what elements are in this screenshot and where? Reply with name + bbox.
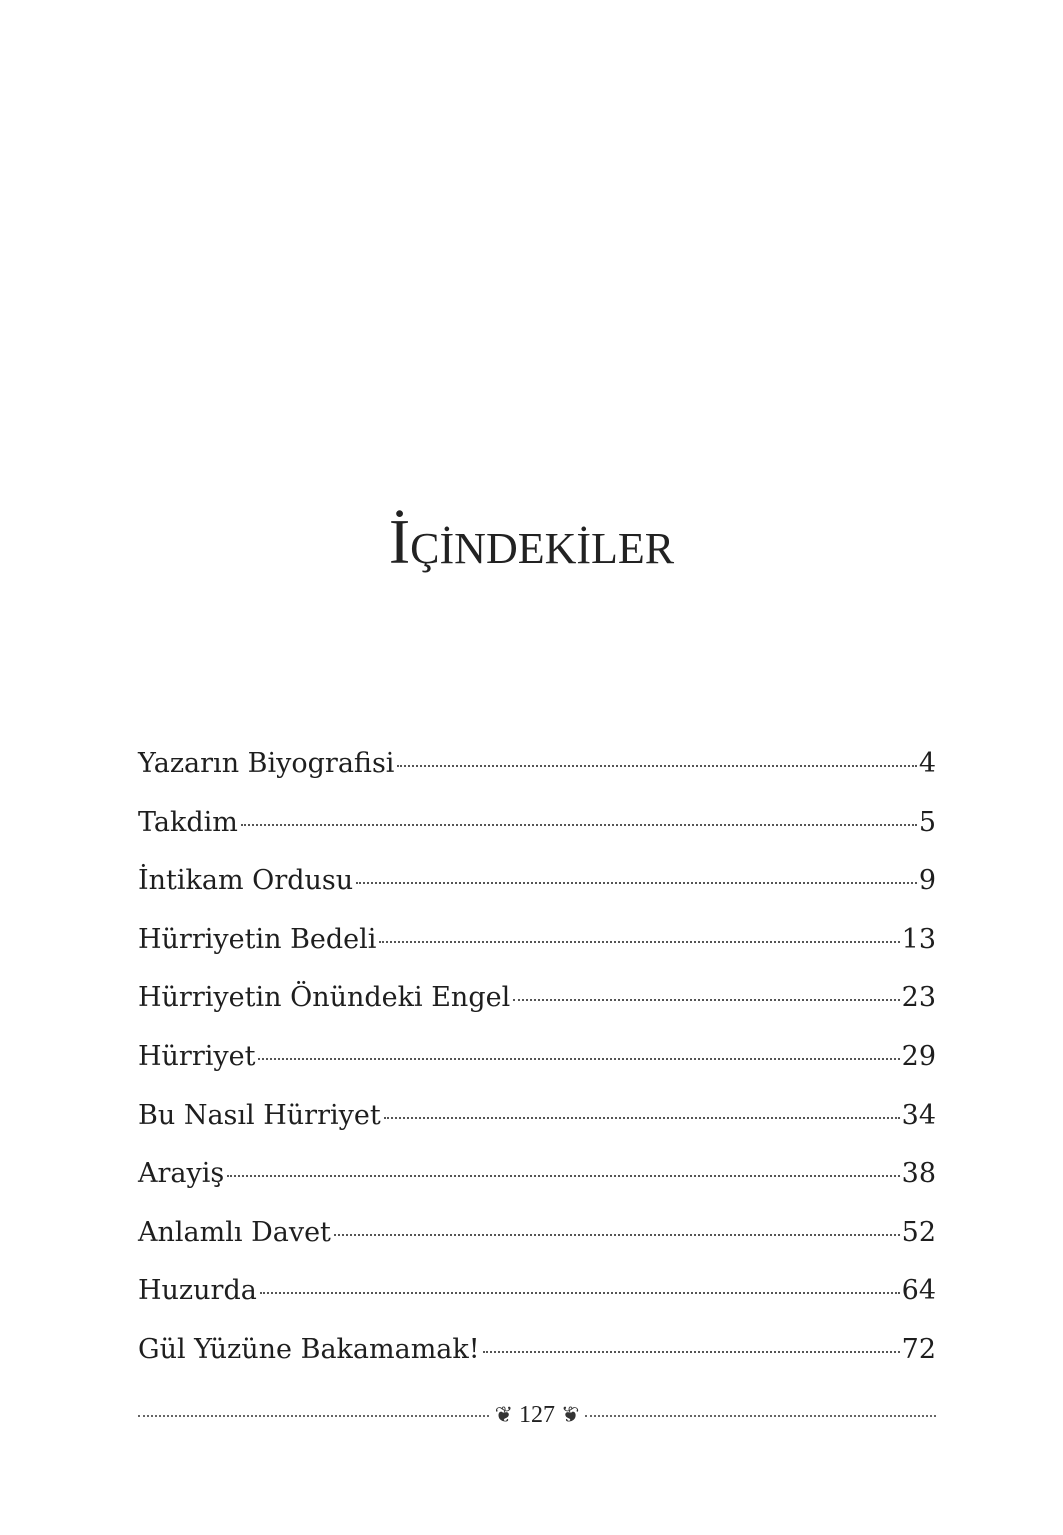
footer-dotted-rule-left bbox=[138, 1414, 489, 1417]
ornament-right-icon: ❦ bbox=[561, 1402, 580, 1428]
toc-entry-page: 52 bbox=[901, 1216, 936, 1248]
toc-entry-page: 4 bbox=[918, 748, 936, 779]
toc-entry-label: Arayiş bbox=[138, 1158, 225, 1190]
toc-entry-page: 64 bbox=[901, 1275, 936, 1307]
toc-entry-label: Gül Yüzüne Bakamamak! bbox=[138, 1333, 480, 1365]
dot-leader bbox=[384, 1116, 900, 1119]
toc-entry-page: 34 bbox=[901, 1099, 936, 1131]
toc-entry-label: Takdim bbox=[138, 806, 238, 838]
footer-dotted-rule-right bbox=[585, 1414, 936, 1417]
toc-entry-label: Yazarın Biyografisi bbox=[138, 748, 395, 779]
toc-entry[interactable] bbox=[138, 918, 936, 977]
toc-entry-page: 5 bbox=[918, 806, 936, 838]
toc-entry-label: Hürriyetin Önündeki Engel bbox=[138, 982, 511, 1014]
dot-leader bbox=[397, 764, 916, 767]
dot-leader bbox=[356, 881, 917, 884]
toc-entry[interactable] bbox=[138, 1269, 936, 1328]
page-title bbox=[0, 505, 1063, 579]
title-initial: İ bbox=[388, 506, 411, 577]
dot-leader bbox=[513, 998, 899, 1001]
toc-entry-page: 9 bbox=[918, 865, 936, 897]
toc-entry-page: 23 bbox=[901, 982, 936, 1014]
toc-entry[interactable] bbox=[138, 976, 936, 1035]
toc-entry-label: Hürriyet bbox=[138, 1040, 256, 1072]
table-of-contents bbox=[138, 742, 936, 1387]
dot-leader bbox=[258, 1057, 899, 1060]
toc-entry-label: İntikam Ordusu bbox=[138, 865, 354, 897]
dot-leader bbox=[241, 823, 917, 826]
toc-entry-label: Anlamlı Davet bbox=[138, 1216, 331, 1248]
toc-entry[interactable] bbox=[138, 1328, 936, 1387]
toc-entry-page: 38 bbox=[901, 1158, 936, 1190]
toc-entry-page: 29 bbox=[901, 1040, 936, 1072]
toc-entry-label: Huzurda bbox=[138, 1275, 257, 1307]
toc-entry-label: Bu Nasıl Hürriyet bbox=[138, 1099, 381, 1131]
toc-entry-label: Hürriyetin Bedeli bbox=[138, 923, 377, 955]
dot-leader bbox=[334, 1233, 900, 1236]
toc-entry[interactable] bbox=[138, 1035, 936, 1094]
dot-leader bbox=[227, 1174, 899, 1177]
dot-leader bbox=[483, 1350, 900, 1353]
toc-entry[interactable] bbox=[138, 1094, 936, 1153]
title-rest: ÇİNDEKİLER bbox=[410, 524, 675, 573]
toc-entry[interactable] bbox=[138, 801, 936, 860]
ornament-left-icon: ❦ bbox=[494, 1402, 513, 1428]
toc-entry[interactable] bbox=[138, 1152, 936, 1211]
dot-leader bbox=[379, 940, 899, 943]
toc-entry[interactable] bbox=[138, 1211, 936, 1270]
page-footer bbox=[138, 1400, 936, 1430]
toc-entry[interactable] bbox=[138, 859, 936, 918]
page-number: 127 bbox=[519, 1401, 555, 1428]
dot-leader bbox=[260, 1291, 900, 1294]
toc-entry-page: 72 bbox=[901, 1333, 936, 1365]
toc-entry[interactable] bbox=[138, 742, 936, 801]
toc-entry-page: 13 bbox=[901, 923, 936, 955]
